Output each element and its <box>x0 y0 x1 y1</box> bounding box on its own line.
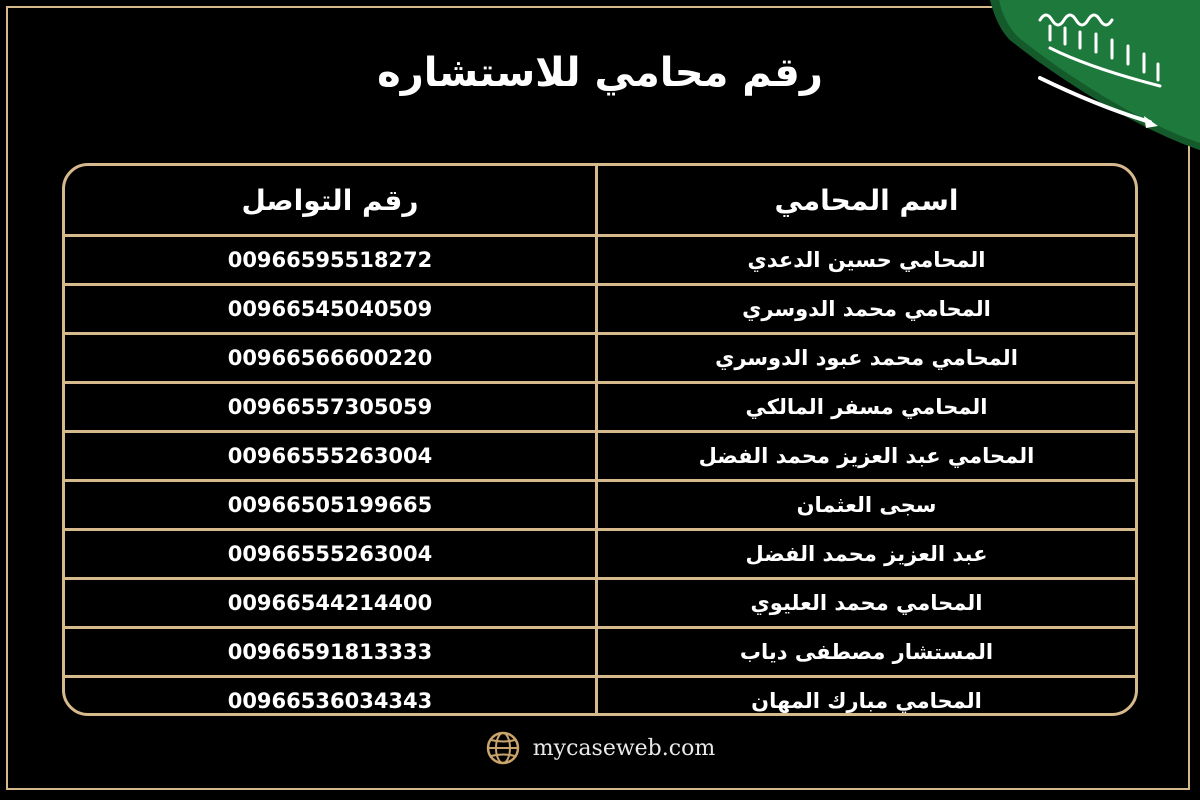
table-row <box>65 677 1135 717</box>
lawyer-name-cell: المحامي مسفر المالكي <box>597 383 1136 432</box>
table-row <box>65 236 1135 285</box>
phone-number-cell: 00966544214400 <box>65 579 597 628</box>
table-row <box>65 530 1135 579</box>
lawyer-name-cell: المحامي محمد الدوسري <box>597 285 1136 334</box>
phone-number-cell: 00966505199665 <box>65 481 597 530</box>
table-row <box>65 285 1135 334</box>
table-row <box>65 579 1135 628</box>
lawyers-table <box>62 163 1138 716</box>
table-row <box>65 628 1135 677</box>
lawyer-name-cell: المستشار مصطفى دياب <box>597 628 1136 677</box>
table-row <box>65 334 1135 383</box>
lawyer-name-cell: عبد العزيز محمد الفضل <box>597 530 1136 579</box>
website-link[interactable]: mycaseweb.com <box>532 735 716 761</box>
page-title: رقم محامي للاستشاره <box>377 50 823 96</box>
phone-number-cell: 00966566600220 <box>65 334 597 383</box>
phone-number-cell: 00966591813333 <box>65 628 597 677</box>
phone-number-cell: 00966557305059 <box>65 383 597 432</box>
table-row <box>65 432 1135 481</box>
phone-number-cell: 00966595518272 <box>65 236 597 285</box>
phone-number-cell: 00966545040509 <box>65 285 597 334</box>
table-row <box>65 383 1135 432</box>
lawyer-name-cell: المحامي محمد العليوي <box>597 579 1136 628</box>
lawyer-name-cell: المحامي محمد عبود الدوسري <box>597 334 1136 383</box>
footer <box>0 728 1200 768</box>
lawyer-name-cell: المحامي مبارك المهان <box>597 677 1136 717</box>
phone-number-cell: 00966555263004 <box>65 530 597 579</box>
phone-number-cell: 00966555263004 <box>65 432 597 481</box>
lawyer-name-cell: المحامي حسين الدعدي <box>597 236 1136 285</box>
header-lawyer-name: اسم المحامي <box>597 166 1136 236</box>
phone-number-cell: 00966536034343 <box>65 677 597 717</box>
table-header-row <box>65 166 1135 236</box>
table-row <box>65 481 1135 530</box>
lawyer-name-cell: سجى العثمان <box>597 481 1136 530</box>
globe-icon <box>485 730 521 766</box>
header-contact-number: رقم التواصل <box>65 166 597 236</box>
lawyer-name-cell: المحامي عبد العزيز محمد الفضل <box>597 432 1136 481</box>
